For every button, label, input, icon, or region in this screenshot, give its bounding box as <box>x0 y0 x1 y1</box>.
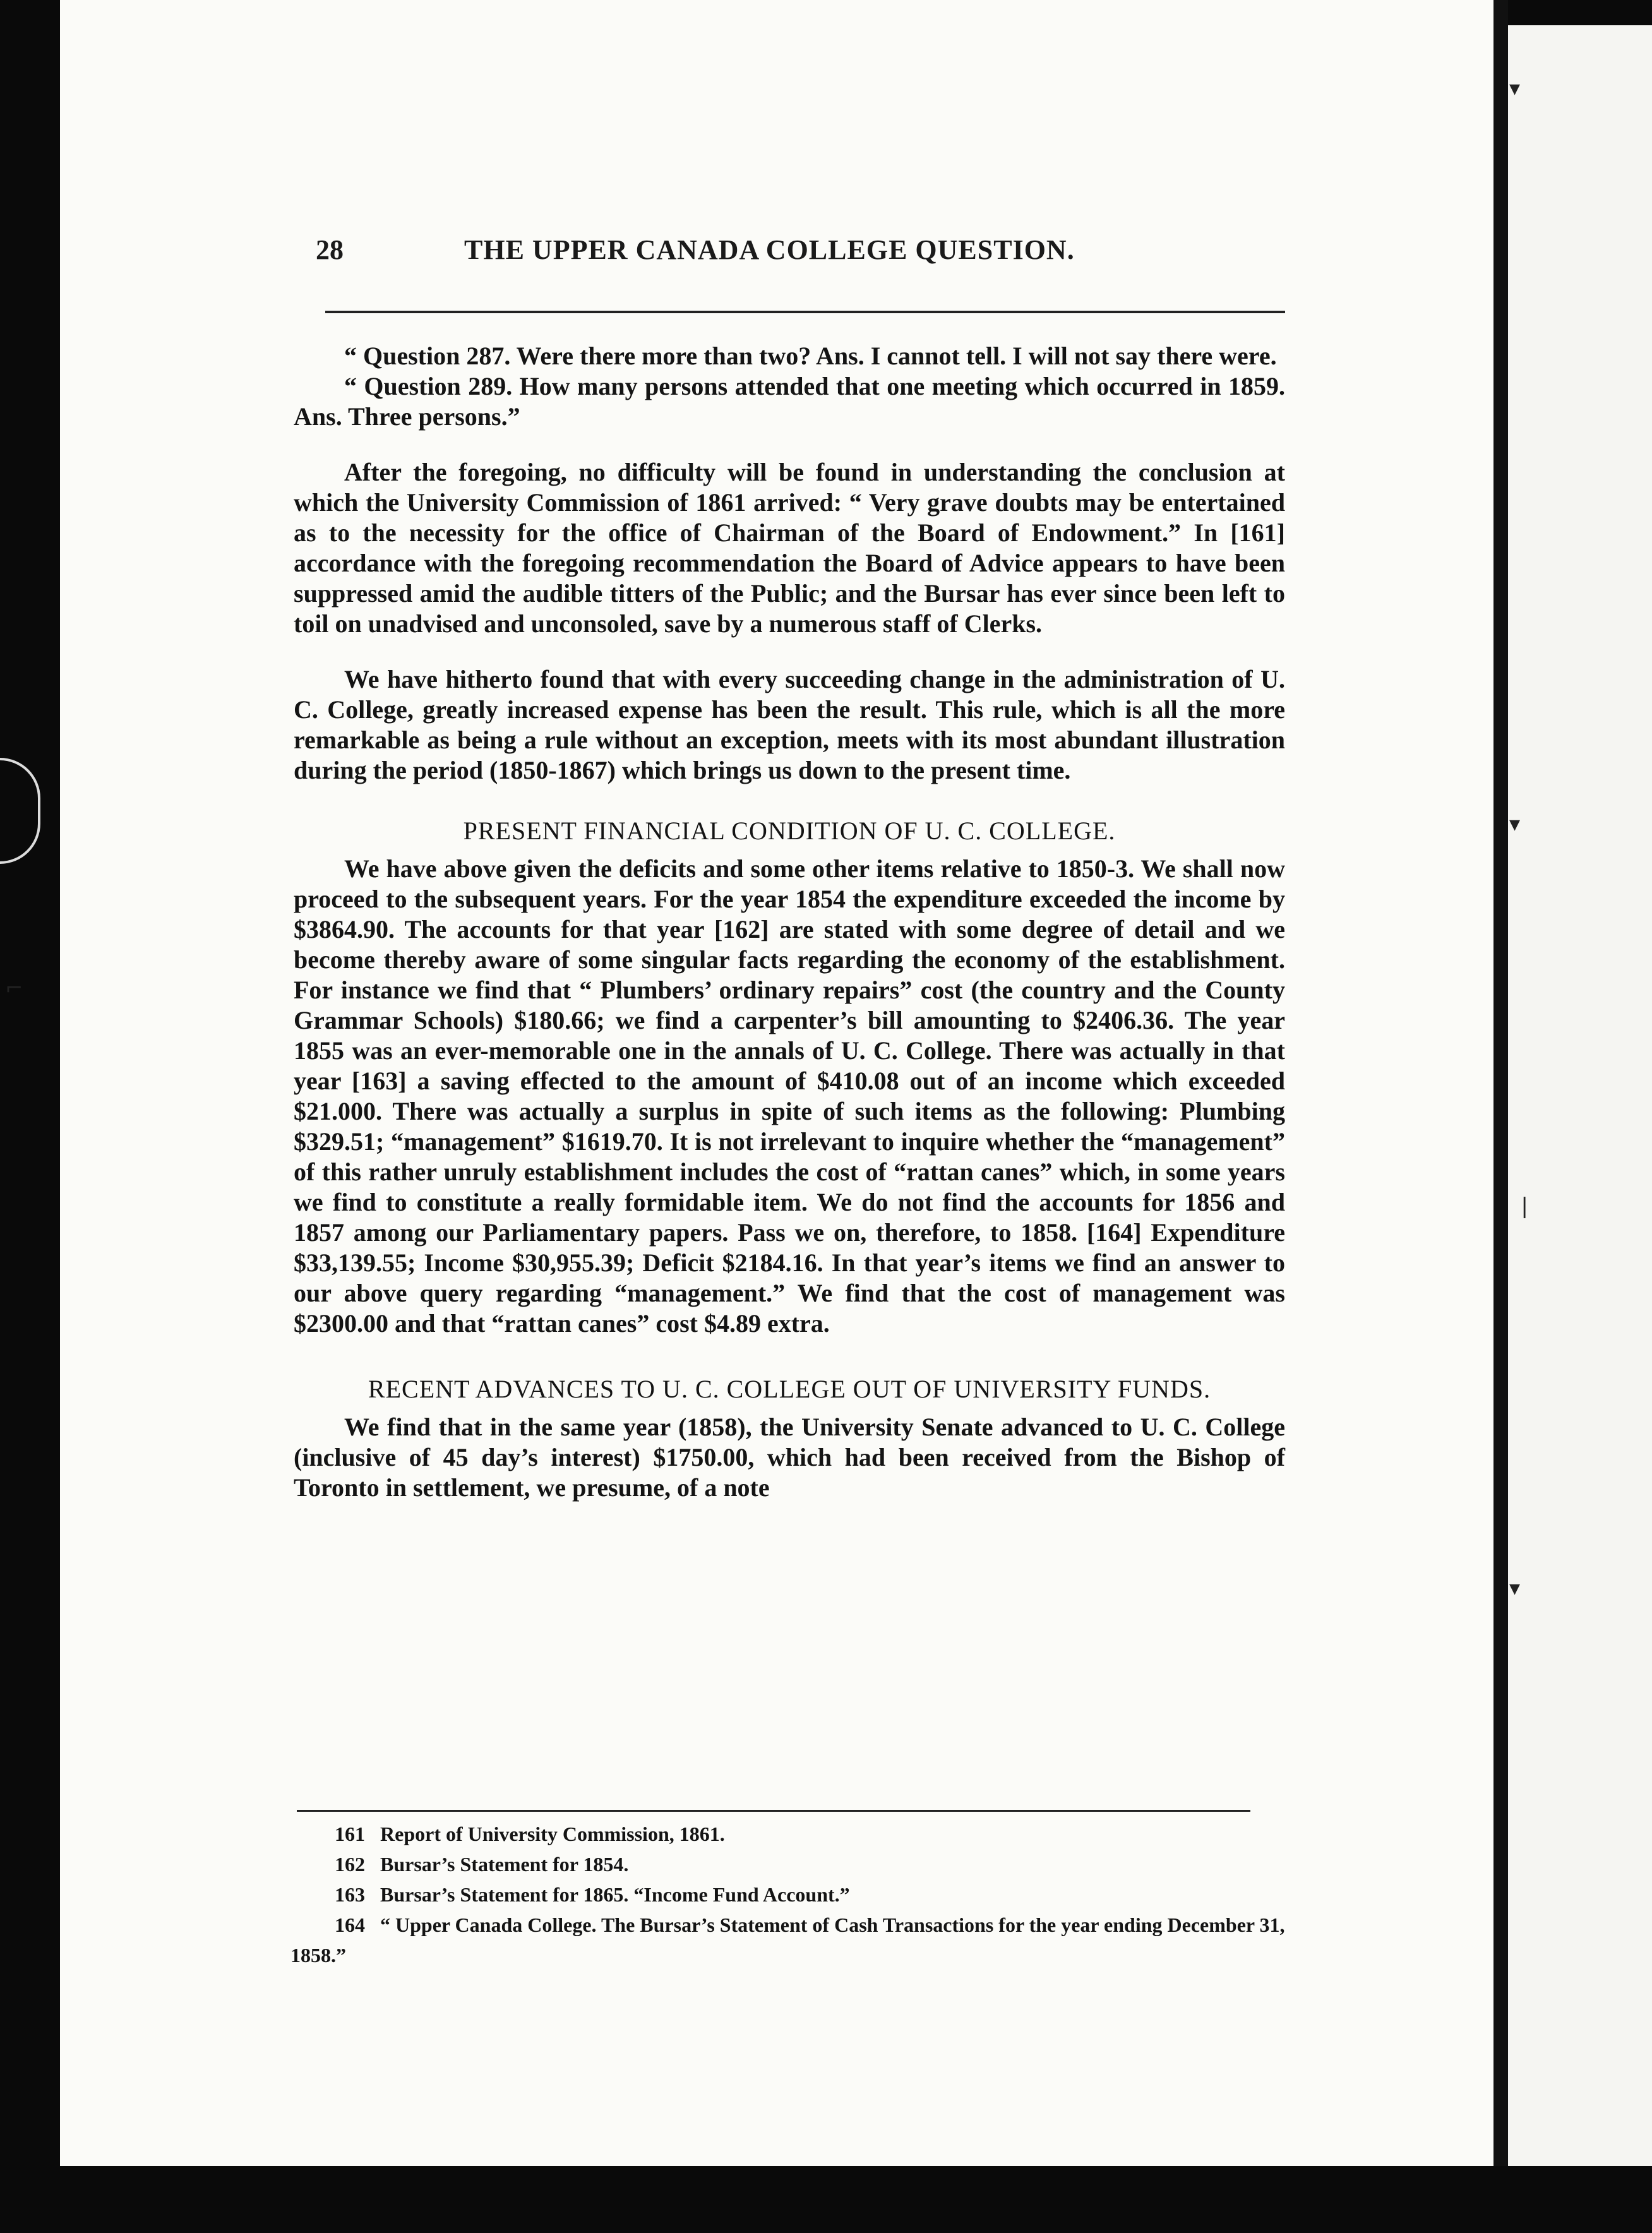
footnote-text: “ Upper Canada College. The Bursar’s Statement of Cash Transactions for the year ending December 31, 1858.” <box>290 1913 1285 1967</box>
footnote-number: 161 <box>335 1823 365 1845</box>
margin-mark: ▾ <box>1509 811 1521 837</box>
section-heading-financial-condition: PRESENT FINANCIAL CONDITION OF U. C. COLLEGE. <box>463 817 1116 845</box>
footnote-text: Report of University Commission, 1861. <box>380 1823 725 1845</box>
footnote-number: 164 <box>335 1913 365 1936</box>
margin-mark: ⌐ <box>5 976 23 1001</box>
footnote-number: 162 <box>335 1853 365 1876</box>
paragraph-recent-advances: We find that in the same year (1858), the University Senate advanced to U. C. College (inclusive of 45 day’s interest) $1750.00, which had been received from the Bishop of Toronto in settlement, we presume, of a note <box>294 1413 1285 1502</box>
footnote <box>290 1849 1288 1879</box>
margin-mark: ▾ <box>1509 1576 1521 1601</box>
section-heading-recent-advances: RECENT ADVANCES TO U. C. COLLEGE OUT OF UNIVERSITY FUNDS. <box>368 1375 1211 1403</box>
margin-mark: ❘ <box>1516 1194 1534 1219</box>
paragraph-commission: After the foregoing, no difficulty will be found in understanding the conclusion at which the University Commission of 1861 arrived: “ Very grave doubts may be entertained as to the necessity for the office of Chairman of the Board of Endowment.” In [161] accordance with the foregoing recommendation the Board of Advice appears to have been suppressed amid the audible titters of the Public; and the Bursar has ever since been left to toil on unadvised and unconsoled, save by a numerous staff of Clerks. <box>294 458 1285 638</box>
running-title: THE UPPER CANADA COLLEGE QUESTION. <box>464 234 1075 265</box>
margin-mark: ▾ <box>1509 76 1521 101</box>
paragraph-financial-condition: We have above given the deficits and some other items relative to 1850-3. We shall now proceed to the subsequent years. For the year 1854 the expenditure exceeded the income by $3864.90. The accounts for that year [162] are stated with some degree of detail and we become thereby aware of some singular facts regarding the economy of the establishment. For instance we find that “ Plumbers’ ordinary repairs” cost (the country and the County Grammar Schools) $180.66; we find a carpenter’s bill amounting to $2406.36. The year 1855 was an ever-memorable one in the annals of U. C. College. There was actually in that year [163] a saving effected to the amount of $410.08 out of an income which exceeded $21.000. There was actually a surplus in spite of such items as the following: Plumbing $329.51; “management” $1619.70. It is not irrelevant to inquire whether the “management” of this rather unruly establishment includes the cost of “rattan canes” which, in some years we find to constitute a really formidable item. We do not find the accounts for 1856 and 1857 among our Parliamentary papers. Pass we on, therefore, to 1858. [164] Expenditure $33,139.55; Income $30,955.39; Deficit $2184.16. In that year’s items we find an answer to our above query regarding “management.” We find that the cost of management was $2300.00 and that “rattan canes” cost $4.89 extra. <box>294 854 1285 1338</box>
footnote <box>290 1819 1288 1849</box>
paragraph-expense: We have hitherto found that with every succeeding change in the administration of U. C. College, greatly increased expense has been the result. This rule, which is all the more remarkable as being a rule without an exception, meets with its most abundant illustration during the period (1850-1867) which brings us down to the present time. <box>294 665 1285 784</box>
header-rule <box>325 311 1285 313</box>
footnote <box>290 1879 1288 1910</box>
page-curl-mark <box>0 758 40 864</box>
page-number: 28 <box>316 234 344 265</box>
quote-question-289: “ Question 289. How many persons attended that one meeting which occurred in 1859. Ans. Three persons.” <box>294 372 1285 431</box>
footnote <box>290 1910 1288 1970</box>
quote-question-287: “ Question 287. Were there more than two? Ans. I cannot tell. I will not say there were. <box>344 342 1277 370</box>
footnote-rule <box>297 1810 1250 1812</box>
page-gutter <box>1493 0 1508 2166</box>
facing-page-edge <box>1508 25 1652 2166</box>
footnote-text: Bursar’s Statement for 1854. <box>380 1853 629 1876</box>
running-head <box>316 234 1288 272</box>
footnote-number: 163 <box>335 1883 365 1906</box>
footnotes <box>290 1819 1288 1970</box>
footnote-text: Bursar’s Statement for 1865. “Income Fund Account.” <box>380 1883 850 1906</box>
body-text <box>294 341 1285 1503</box>
